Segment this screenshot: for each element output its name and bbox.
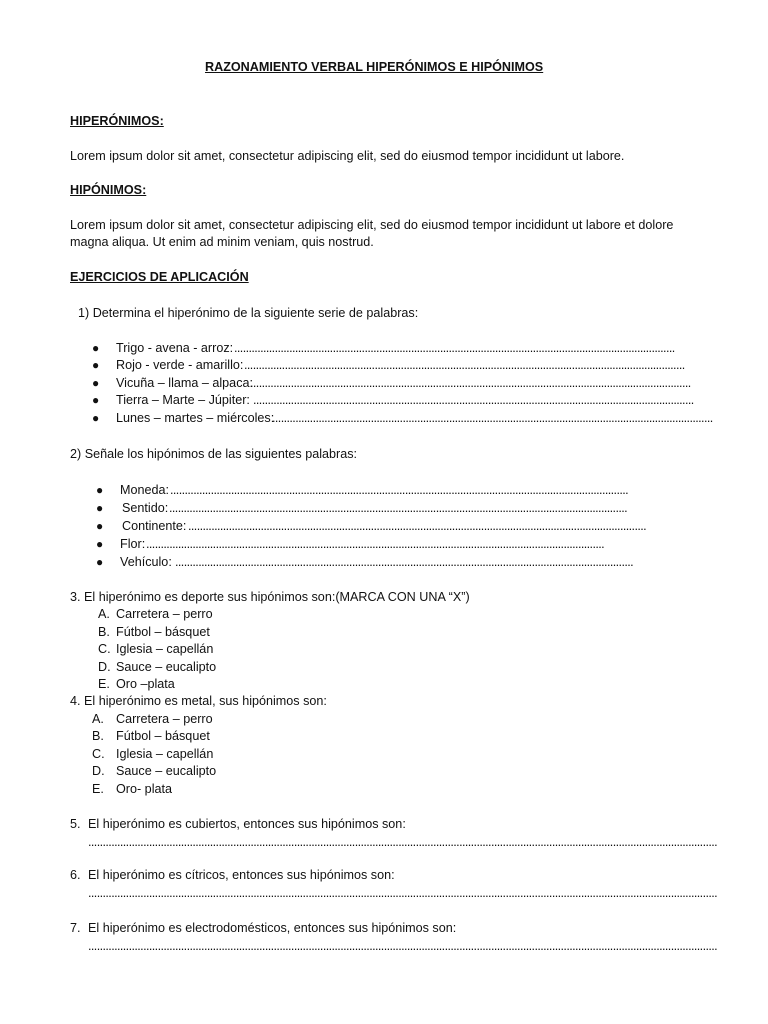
ex7-question: El hiperónimo es electrodomésticos, entonces sus hipónimos son: — [88, 921, 457, 935]
exercises-heading: EJERCICIOS DE APLICACIÓN — [70, 270, 249, 284]
bullet-icon: ● — [92, 411, 100, 425]
bullet-icon: ● — [92, 358, 100, 372]
option-text: Oro- plata — [116, 782, 172, 796]
bullet-icon: ● — [92, 341, 100, 355]
ex2-answer-line[interactable]: .............................................................................................................................................................. — [188, 519, 647, 533]
ex2-item-label: Sentido: — [122, 501, 169, 515]
ex6-question: El hiperónimo es cítricos, entonces sus hipónimos son: — [88, 868, 395, 882]
ex2-answer-line[interactable]: .............................................................................................................................................................. — [175, 555, 634, 569]
option-text: Carretera – perro — [116, 607, 213, 621]
hiponimos-heading: HIPÓNIMOS: — [70, 183, 147, 197]
ex1-answer-line[interactable]: ........................................................................................................................................................ — [253, 393, 694, 407]
page-title: RAZONAMIENTO VERBAL HIPERÓNIMOS E HIPÓNIMOS — [205, 60, 544, 74]
ex1-answer-line[interactable]: ........................................................................................................................................................ — [244, 358, 685, 372]
option-text: Oro –plata — [116, 677, 175, 691]
option-letter: B. — [92, 729, 104, 743]
ex1-item-label: Trigo - avena - arroz: — [116, 341, 234, 355]
option-letter: E. — [92, 782, 104, 796]
ex5-question: El hiperónimo es cubiertos, entonces sus hipónimos son: — [88, 817, 406, 831]
ex1-item-label: Tierra – Marte – Júpiter: — [116, 393, 250, 407]
option-letter: A. — [98, 607, 110, 621]
ex3-question: 3. El hiperónimo es deporte sus hipónimos son:(MARCA CON UNA “X”) — [70, 590, 470, 604]
bullet-icon: ● — [92, 393, 100, 407]
ex5-answer-line[interactable]: ......................................................................................................................................................................................................................... — [88, 835, 718, 849]
option-letter: D. — [98, 660, 111, 674]
option-letter: A. — [92, 712, 104, 726]
option-text: Fútbol – básquet — [116, 729, 210, 743]
ex1-item-label: Vicuña – llama – alpaca: — [116, 376, 253, 390]
bullet-icon: ● — [96, 501, 104, 515]
option-letter: B. — [98, 625, 110, 639]
ex7-answer-line[interactable]: ......................................................................................................................................................................................................................... — [88, 939, 718, 953]
option-text: Carretera – perro — [116, 712, 213, 726]
hiperonimos-definition: Lorem ipsum dolor sit amet, consectetur adipiscing elit, sed do eiusmod tempor incididunt ut labore. — [70, 149, 625, 163]
ex2-item-label: Moneda: — [120, 483, 170, 497]
ex2-item-label: Continente: — [122, 519, 187, 533]
option-letter: E. — [98, 677, 110, 691]
ex2-answer-line[interactable]: .............................................................................................................................................................. — [146, 537, 605, 551]
bullet-icon: ● — [96, 555, 104, 569]
ex2-question: 2) Señale los hipónimos de las siguientes palabras: — [70, 447, 358, 461]
ex1-answer-line[interactable]: ........................................................................................................................................................ — [234, 341, 675, 355]
ex2-item-label: Flor: — [120, 537, 146, 551]
option-text: Sauce – eucalipto — [116, 660, 217, 674]
ex4-question: 4. El hiperónimo es metal, sus hipónimos son: — [70, 694, 327, 708]
ex1-item-label: Rojo - verde - amarillo: — [116, 358, 244, 372]
bullet-icon: ● — [96, 537, 104, 551]
option-letter: C. — [92, 747, 105, 761]
ex1-answer-line[interactable]: ........................................................................................................................................................ — [250, 376, 691, 390]
ex7-number: 7. — [70, 921, 81, 935]
option-letter: D. — [92, 764, 105, 778]
hiponimos-definition: Lorem ipsum dolor sit amet, consectetur adipiscing elit, sed do eiusmod tempor incididunt ut labore et dolore magna aliqua. Ut enim ad minim veniam, quis nostrud. — [70, 218, 674, 249]
ex6-number: 6. — [70, 868, 81, 882]
ex1-question: 1) Determina el hiperónimo de la siguiente serie de palabras: — [78, 306, 419, 320]
ex1-answer-line[interactable]: ........................................................................................................................................................ — [272, 411, 713, 425]
ex2-item-label: Vehículo: — [120, 555, 172, 569]
option-text: Iglesia – capellán — [116, 747, 214, 761]
bullet-icon: ● — [96, 519, 104, 533]
bullet-icon: ● — [92, 376, 100, 390]
option-text: Sauce – eucalipto — [116, 764, 217, 778]
option-text: Iglesia – capellán — [116, 642, 214, 656]
ex5-number: 5. — [70, 817, 81, 831]
option-letter: C. — [98, 642, 111, 656]
ex6-answer-line[interactable]: ......................................................................................................................................................................................................................... — [88, 886, 718, 900]
bullet-icon: ● — [96, 483, 104, 497]
ex2-answer-line[interactable]: .............................................................................................................................................................. — [169, 501, 628, 515]
ex1-item-label: Lunes – martes – miércoles: — [116, 411, 275, 425]
hiperonimos-heading: HIPERÓNIMOS: — [70, 114, 164, 128]
option-text: Fútbol – básquet — [116, 625, 210, 639]
ex2-answer-line[interactable]: .............................................................................................................................................................. — [170, 483, 629, 497]
